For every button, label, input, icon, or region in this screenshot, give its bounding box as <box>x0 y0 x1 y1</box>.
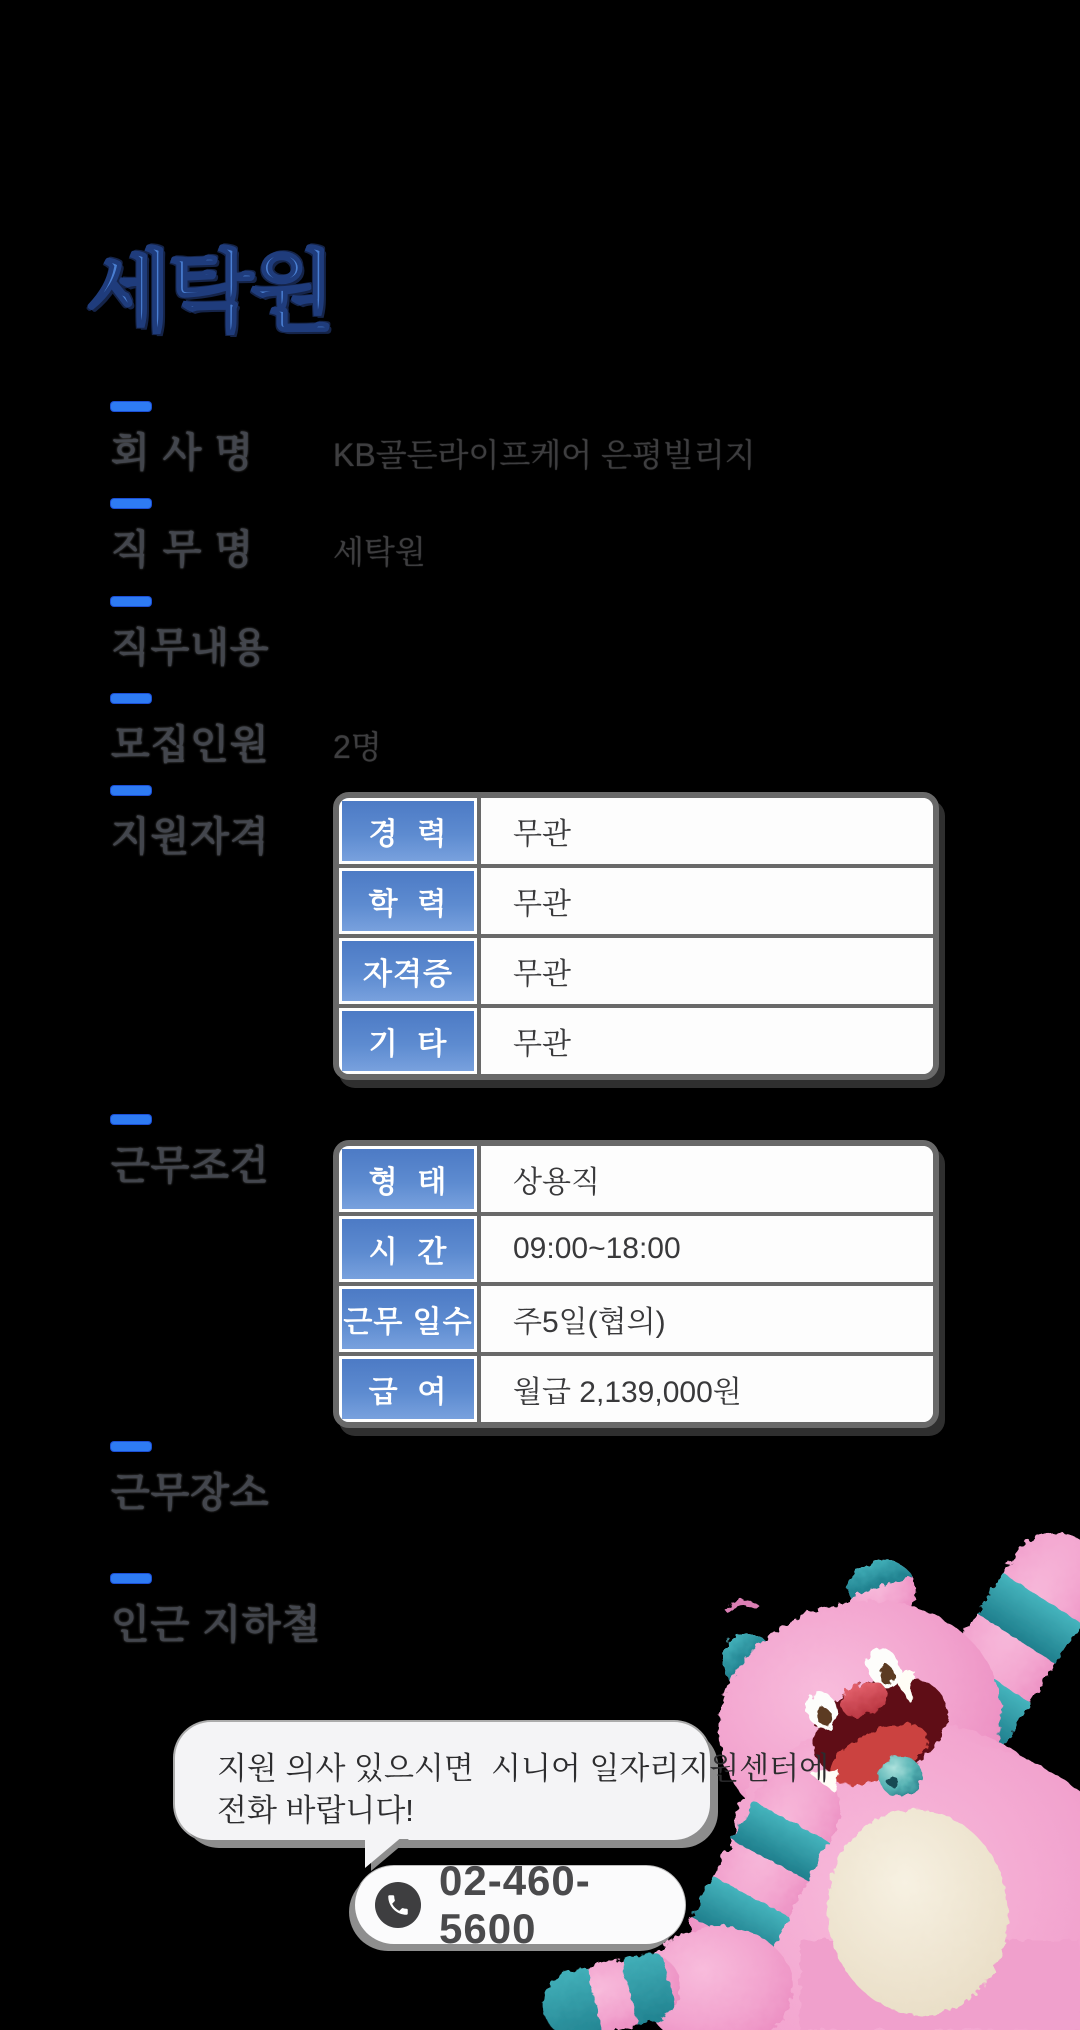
section-company <box>111 402 254 478</box>
qualification-table <box>333 792 939 1080</box>
section-label-recruit-count: 모집인원 <box>111 723 270 767</box>
table-row <box>339 868 933 938</box>
table-row <box>339 1286 933 1356</box>
company-name-value: KB골든라이프케어 은평빌리지 <box>333 437 756 473</box>
section-nearby-subway <box>111 1574 321 1650</box>
section-job-description <box>111 597 270 673</box>
page-title: 세탁원 <box>86 242 333 341</box>
section-label-nearby-subway: 인근 지하철 <box>111 1603 322 1647</box>
section-accent-dash <box>111 499 151 508</box>
section-label-job-name: 직 무 명 <box>111 528 255 572</box>
row-header-career: 경 력 <box>339 798 481 864</box>
section-qualification <box>111 786 270 862</box>
section-accent-dash <box>111 694 151 703</box>
phone-icon <box>375 1882 421 1928</box>
section-accent-dash <box>111 1442 151 1451</box>
bubble-line-1: 지원 의사 있으시면 시니어 일자리지원센터에 <box>217 1751 830 1786</box>
row-value-education: 무관 <box>481 868 933 934</box>
row-value-certificate: 무관 <box>481 938 933 1004</box>
row-header-workdays: 근무 일수 <box>339 1286 481 1352</box>
table-row <box>339 1008 933 1074</box>
row-value-salary: 월급 2,139,000원 <box>481 1356 933 1422</box>
row-header-hours: 시 간 <box>339 1216 481 1282</box>
table-row <box>339 938 933 1008</box>
phone-number: 02-460-5600 <box>439 1857 591 1952</box>
section-label-work-condition: 근무조건 <box>111 1144 270 1188</box>
speech-bubble-tail <box>365 1836 403 1868</box>
recruit-count-value: 2명 <box>333 729 382 765</box>
table-row <box>339 1216 933 1286</box>
section-accent-dash <box>111 402 151 411</box>
section-label-work-place: 근무장소 <box>111 1471 270 1515</box>
row-value-workdays: 주5일(협의) <box>481 1286 933 1352</box>
speech-bubble <box>175 1722 830 1840</box>
row-header-certificate: 자격증 <box>339 938 481 1004</box>
section-label-company: 회 사 명 <box>111 431 255 475</box>
row-value-etc: 무관 <box>481 1008 933 1074</box>
row-header-type: 형 태 <box>339 1146 481 1212</box>
phone-button[interactable] <box>355 1857 685 1952</box>
section-label-job-description: 직무내용 <box>111 626 270 670</box>
work-condition-table <box>333 1140 939 1428</box>
section-work-condition <box>111 1115 270 1191</box>
row-value-hours: 09:00~18:00 <box>481 1216 933 1282</box>
table-row <box>339 1146 933 1216</box>
section-accent-dash <box>111 597 151 606</box>
table-row <box>339 798 933 868</box>
section-work-place <box>111 1442 270 1518</box>
table-row <box>339 1356 933 1422</box>
row-header-salary: 급 여 <box>339 1356 481 1422</box>
row-header-education: 학 력 <box>339 868 481 934</box>
row-header-etc: 기 타 <box>339 1008 481 1074</box>
job-name-value: 세탁원 <box>333 534 426 570</box>
section-label-qualification: 지원자격 <box>111 815 270 859</box>
section-accent-dash <box>111 786 151 795</box>
section-recruit-count <box>111 694 270 770</box>
row-value-type: 상용직 <box>481 1146 933 1212</box>
section-job-name <box>111 499 254 575</box>
section-accent-dash <box>111 1115 151 1124</box>
row-value-career: 무관 <box>481 798 933 864</box>
section-accent-dash <box>111 1574 151 1583</box>
bubble-line-2: 전화 바랍니다! <box>217 1793 414 1828</box>
